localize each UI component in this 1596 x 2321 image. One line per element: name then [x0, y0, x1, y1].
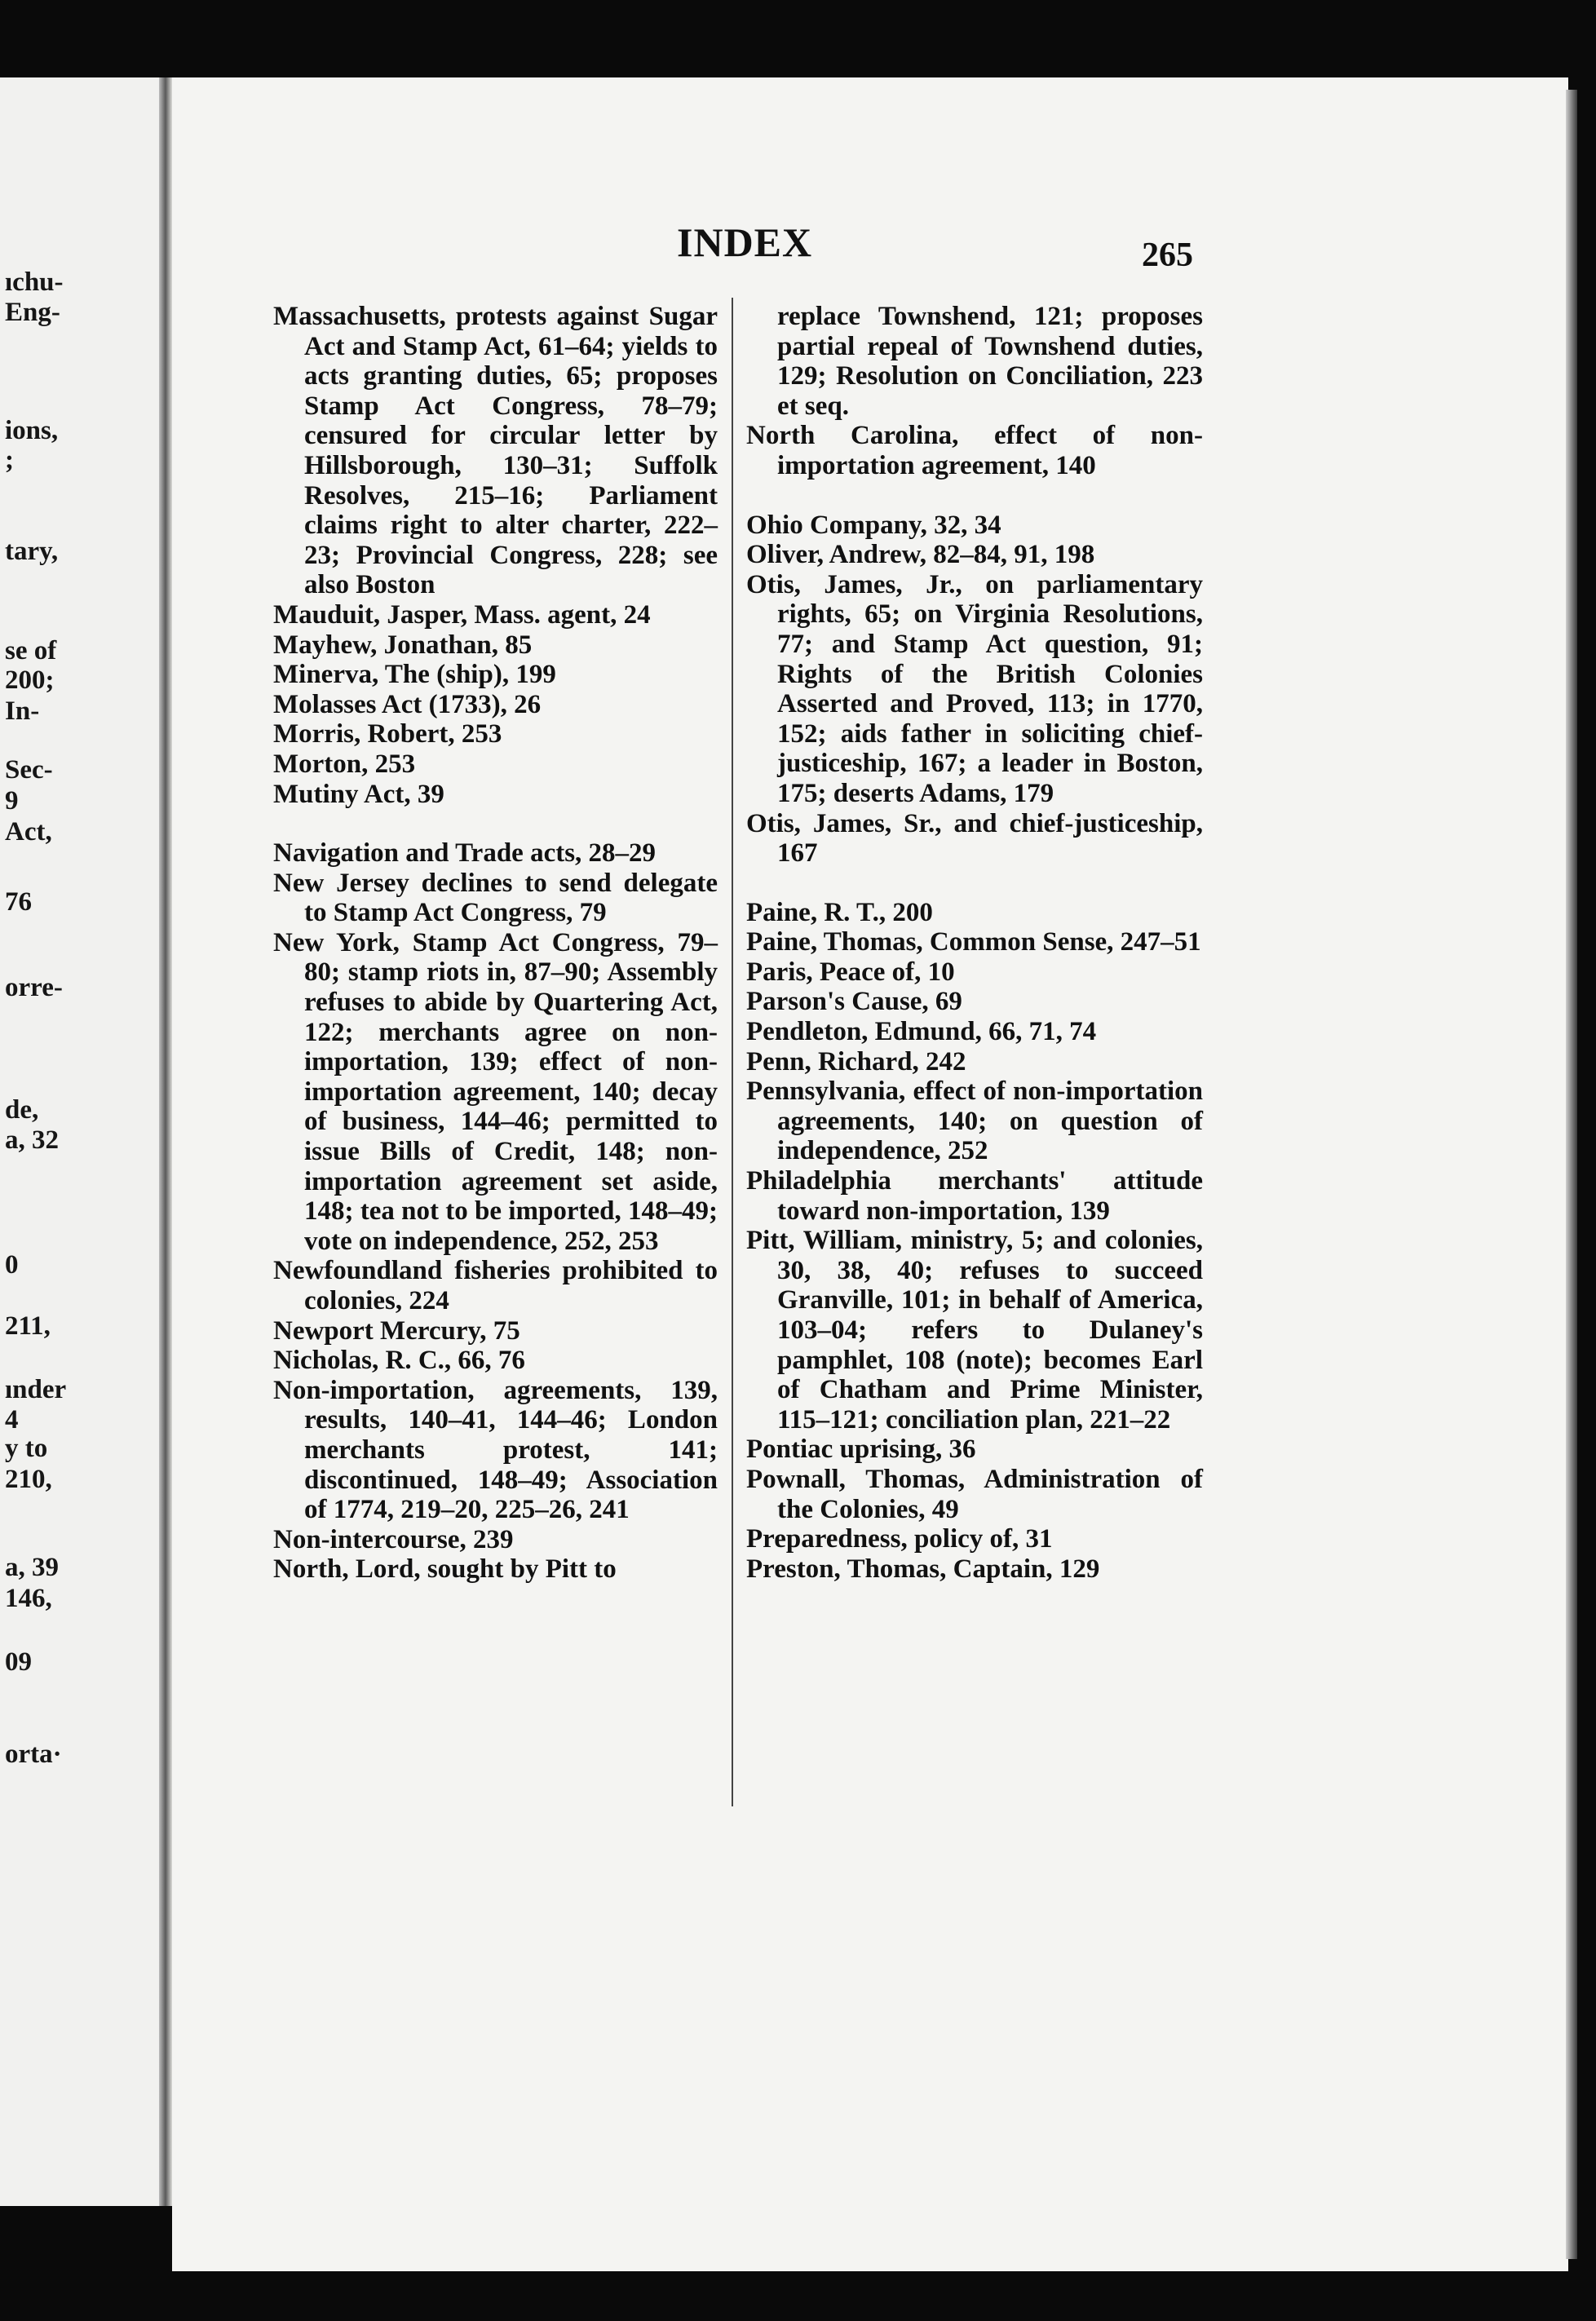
index-entry: Newport Mercury, 75: [273, 1315, 520, 1346]
left-page-fragment: se of: [5, 636, 57, 665]
left-page-fragment: 9: [5, 786, 19, 816]
left-page-fragment: 09: [5, 1647, 32, 1677]
index-entry: New York, Stamp Act Congress, 79–80; stamp riots in, 87–90; Assembly refuses to abide by Quartering Act, 122; merchants agree on non-importation, 139; effect of non-importation agreement, 140; decay of business, 144–46; permitted to issue Bills of Credit, 148; non-importation agreement set aside, 148; tea not to be imported, 148–49; vote on independence, 252, 253: [273, 927, 718, 1256]
index-entry: Paine, Thomas, Common Sense, 247–51: [746, 927, 1201, 957]
index-entry: Philadelphia merchants' attitude toward non-importation, 139: [746, 1166, 1203, 1226]
left-page-fragment: a, 39: [5, 1553, 59, 1582]
index-entry: Pontiac uprising, 36: [746, 1435, 976, 1465]
index-entry: Pitt, William, ministry, 5; and colonies, 30, 38, 40; refuses to succeed Granville, 101; in behalf of America, 103–04; refers to Dulaney's pamphlet, 108 (note); becomes Earl of Chatham and Prime Minister, 115–121; conciliation plan, 221–22: [746, 1226, 1203, 1435]
left-page-fragment: de,: [5, 1095, 39, 1125]
index-entry: New Jersey declines to send delegate to Stamp Act Congress, 79: [273, 868, 718, 928]
book-gutter: [159, 77, 172, 2206]
left-page-fragment: 200;: [5, 665, 55, 695]
letter-group-spacer: [746, 481, 1203, 511]
index-entry: Pownall, Thomas, Administration of the Colonies, 49: [746, 1464, 1203, 1524]
left-page-fragment: 4: [5, 1405, 19, 1435]
index-entry: Preparedness, policy of, 31: [746, 1524, 1053, 1554]
left-page-fragment: 210,: [5, 1465, 52, 1494]
left-page-fragment: 146,: [5, 1584, 52, 1613]
index-entry: Paine, R. T., 200: [746, 897, 933, 927]
left-page-fragment: In-: [5, 696, 40, 726]
index-entry: Mauduit, Jasper, Mass. agent, 24: [273, 599, 651, 630]
index-entry: Otis, James, Sr., and chief-justiceship, 167: [746, 808, 1203, 869]
left-page-fragment: a, 32: [5, 1125, 59, 1155]
index-entry: Minerva, The (ship), 199: [273, 660, 556, 690]
index-column-left: [273, 302, 718, 1585]
left-page-fragment: Act,: [5, 817, 52, 847]
letter-group-spacer: [273, 809, 718, 838]
left-page-fragment: 76: [5, 887, 32, 917]
index-entry: Newfoundland fisheries prohibited to colonies, 224: [273, 1256, 718, 1315]
index-entry: Pendleton, Edmund, 66, 71, 74: [746, 1017, 1097, 1047]
page-edge: [1566, 90, 1577, 2259]
index-entry: Paris, Peace of, 10: [746, 957, 955, 987]
page-title: INDEX: [677, 219, 813, 265]
left-page-fragment: y to: [5, 1434, 48, 1463]
index-entry: Preston, Thomas, Captain, 129: [746, 1554, 1100, 1584]
index-entry: Massachusetts, protests against Sugar Act and Stamp Act, 61–64; yields to acts granting duties, 65; proposes Stamp Act Congress, 78–79; censured for circular letter by Hillsborough, 130–31; Suffolk Resolves, 215–16; Parliament claims right to alter charter, 222–23; Provincial Congress, 228; see also Boston: [273, 302, 718, 600]
left-page-fragment: ınder: [5, 1375, 67, 1404]
left-page-fragment: orre-: [5, 973, 63, 1002]
index-entry: Parson's Cause, 69: [746, 987, 962, 1017]
index-entry: Morris, Robert, 253: [273, 719, 502, 749]
index-entry: North Carolina, effect of non-importation agreement, 140: [746, 421, 1203, 480]
index-entry: Mutiny Act, 39: [273, 779, 444, 809]
index-entry: Non-intercourse, 239: [273, 1524, 514, 1554]
index-column-right: [746, 302, 1203, 1584]
index-entry: replace Townshend, 121; proposes partial repeal of Townshend duties, 129; Resolution on Conciliation, 223 et seq.: [777, 302, 1203, 421]
left-page-fragment: Eng-: [5, 298, 60, 327]
index-entry: Penn, Richard, 242: [746, 1046, 966, 1077]
column-divider: [732, 298, 733, 1806]
left-page-fragment: ;: [5, 445, 14, 475]
left-page-fragment: orta·: [5, 1740, 62, 1769]
index-entry: Morton, 253: [273, 749, 416, 779]
left-page-fragment: 211,: [5, 1311, 51, 1341]
letter-group-spacer: [746, 869, 1203, 898]
index-entry: Navigation and Trade acts, 28–29: [273, 838, 657, 869]
left-page-fragment: 0: [5, 1250, 19, 1280]
index-entry: Mayhew, Jonathan, 85: [273, 630, 533, 660]
index-entry: Pennsylvania, effect of non-importation agreements, 140; on question of independence, 252: [746, 1077, 1203, 1166]
left-page-fragment: tary,: [5, 537, 59, 566]
index-entry: Oliver, Andrew, 82–84, 91, 198: [746, 540, 1095, 570]
index-entry: Nicholas, R. C., 66, 76: [273, 1346, 525, 1376]
left-page-fragment: Sec-: [5, 755, 53, 785]
index-entry: Otis, James, Jr., on parliamentary rights, 65; on Virginia Resolutions, 77; and Stamp Act question, 91; Rights of the British Colonies Asserted and Proved, 113; in 1770, 152; aids father in soliciting chief-justiceship, 167; a leader in Boston, 175; deserts Adams, 179: [746, 569, 1203, 808]
index-entry: Non-importation, agreements, 139, results, 140–41, 144–46; London merchants protest, 141; discontinued, 148–49; Association of 1774, 219–20, 225–26, 241: [273, 1375, 718, 1525]
left-page-fragment: ions,: [5, 416, 59, 445]
left-page-fragment: ıchu-: [5, 267, 64, 297]
index-entry: Molasses Act (1733), 26: [273, 689, 542, 719]
index-entry: North, Lord, sought by Pitt to: [273, 1554, 617, 1585]
page-number: 265: [1142, 237, 1193, 274]
index-entry: Ohio Company, 32, 34: [746, 510, 1001, 540]
